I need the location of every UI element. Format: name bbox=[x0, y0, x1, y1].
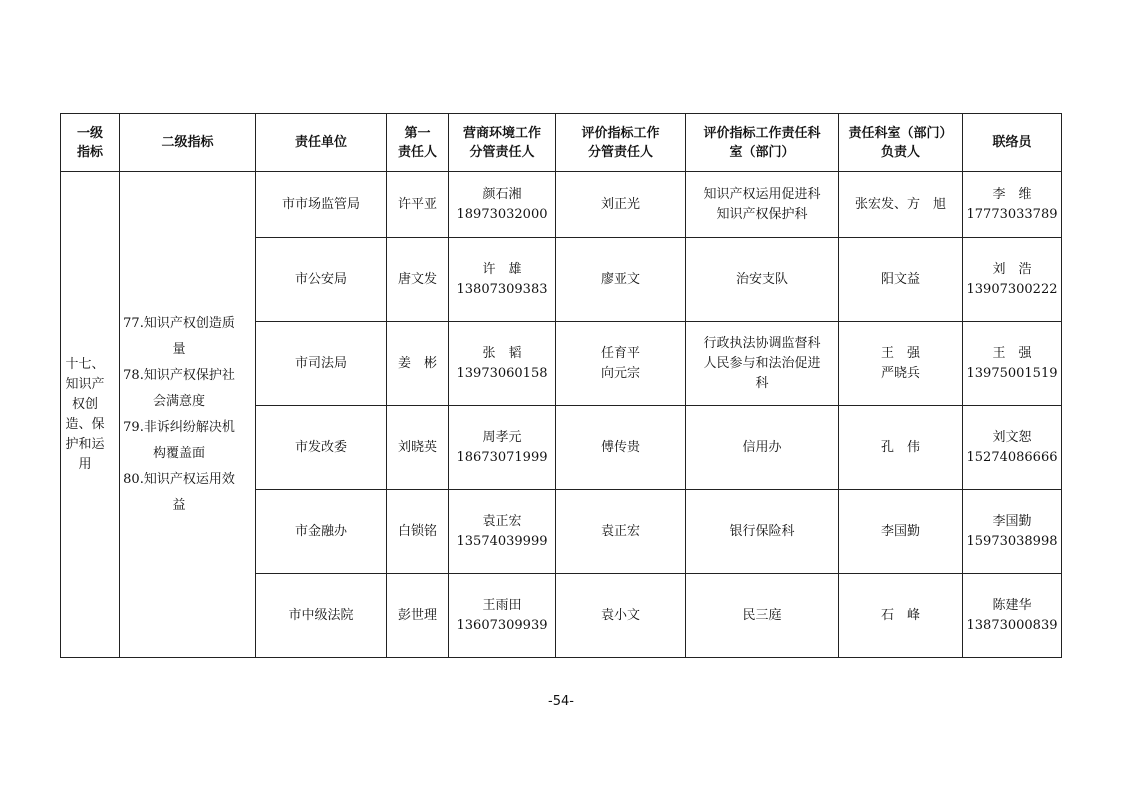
eval-dept-cell: 银行保险科 bbox=[686, 490, 839, 574]
contact-cell: 陈建华 13873000839 bbox=[963, 574, 1062, 658]
dept-head-cell: 孔 伟 bbox=[839, 406, 963, 490]
first-person-cell: 白锁铭 bbox=[387, 490, 449, 574]
first-person-cell: 彭世理 bbox=[387, 574, 449, 658]
eval-lead-cell: 傅传贵 bbox=[556, 406, 686, 490]
dept-head-cell: 李国勤 bbox=[839, 490, 963, 574]
unit-cell: 市司法局 bbox=[256, 322, 387, 406]
eval-dept-cell: 行政执法协调监督科 人民参与和法治促进 科 bbox=[686, 322, 839, 406]
level1-indicator: 十七、知识产权创造、保护和运用 bbox=[61, 172, 120, 658]
biz-lead-cell: 王雨田 13607309939 bbox=[449, 574, 556, 658]
level2-item: 77.知识产权创造质量 bbox=[123, 315, 235, 357]
table-row bbox=[61, 172, 1062, 238]
level2-indicators bbox=[120, 172, 256, 658]
header-biz-env-lead: 营商环境工作 分管责任人 bbox=[449, 114, 556, 172]
unit-cell: 市中级法院 bbox=[256, 574, 387, 658]
first-person-cell: 许平亚 bbox=[387, 172, 449, 238]
biz-lead-cell: 颜石湘 18973032000 bbox=[449, 172, 556, 238]
eval-dept-cell: 民三庭 bbox=[686, 574, 839, 658]
level2-item: 80.知识产权运用效益 bbox=[123, 471, 235, 513]
contact-cell: 刘 浩 13907300222 bbox=[963, 238, 1062, 322]
first-person-cell: 刘晓英 bbox=[387, 406, 449, 490]
eval-lead-cell: 任育平 向元宗 bbox=[556, 322, 686, 406]
eval-lead-cell: 袁小文 bbox=[556, 574, 686, 658]
header-dept-head: 责任科室（部门） 负责人 bbox=[839, 114, 963, 172]
header-eval-dept: 评价指标工作责任科 室（部门） bbox=[686, 114, 839, 172]
eval-dept-cell: 知识产权运用促进科 知识产权保护科 bbox=[686, 172, 839, 238]
biz-lead-cell: 周孝元 18673071999 bbox=[449, 406, 556, 490]
biz-lead-cell: 袁正宏 13574039999 bbox=[449, 490, 556, 574]
header-unit: 责任单位 bbox=[256, 114, 387, 172]
contact-cell: 李 维 17773033789 bbox=[963, 172, 1062, 238]
biz-lead-cell: 许 雄 13807309383 bbox=[449, 238, 556, 322]
header-level2: 二级指标 bbox=[120, 114, 256, 172]
dept-head-cell: 阳文益 bbox=[839, 238, 963, 322]
contact-cell: 李国勤 15973038998 bbox=[963, 490, 1062, 574]
dept-head-cell: 王 强 严晓兵 bbox=[839, 322, 963, 406]
level2-item: 78.知识产权保护社会满意度 bbox=[123, 367, 235, 409]
eval-dept-cell: 信用办 bbox=[686, 406, 839, 490]
eval-lead-cell: 廖亚文 bbox=[556, 238, 686, 322]
first-person-cell: 唐文发 bbox=[387, 238, 449, 322]
dept-head-cell: 张宏发、方 旭 bbox=[839, 172, 963, 238]
dept-head-cell: 石 峰 bbox=[839, 574, 963, 658]
unit-cell: 市市场监管局 bbox=[256, 172, 387, 238]
contact-cell: 刘文恕 15274086666 bbox=[963, 406, 1062, 490]
header-contact: 联络员 bbox=[963, 114, 1062, 172]
eval-lead-cell: 刘正光 bbox=[556, 172, 686, 238]
header-row bbox=[61, 114, 1062, 172]
first-person-cell: 姜 彬 bbox=[387, 322, 449, 406]
level2-item: 79.非诉纠纷解决机构覆盖面 bbox=[123, 419, 235, 461]
eval-dept-cell: 治安支队 bbox=[686, 238, 839, 322]
unit-cell: 市金融办 bbox=[256, 490, 387, 574]
unit-cell: 市公安局 bbox=[256, 238, 387, 322]
header-eval-lead: 评价指标工作 分管责任人 bbox=[556, 114, 686, 172]
responsibility-table bbox=[60, 113, 1062, 658]
contact-cell: 王 强 13975001519 bbox=[963, 322, 1062, 406]
biz-lead-cell: 张 韬 13973060158 bbox=[449, 322, 556, 406]
header-level1: 一级 指标 bbox=[61, 114, 120, 172]
header-first-person: 第一 责任人 bbox=[387, 114, 449, 172]
eval-lead-cell: 袁正宏 bbox=[556, 490, 686, 574]
unit-cell: 市发改委 bbox=[256, 406, 387, 490]
page-number: -54- bbox=[548, 694, 574, 709]
